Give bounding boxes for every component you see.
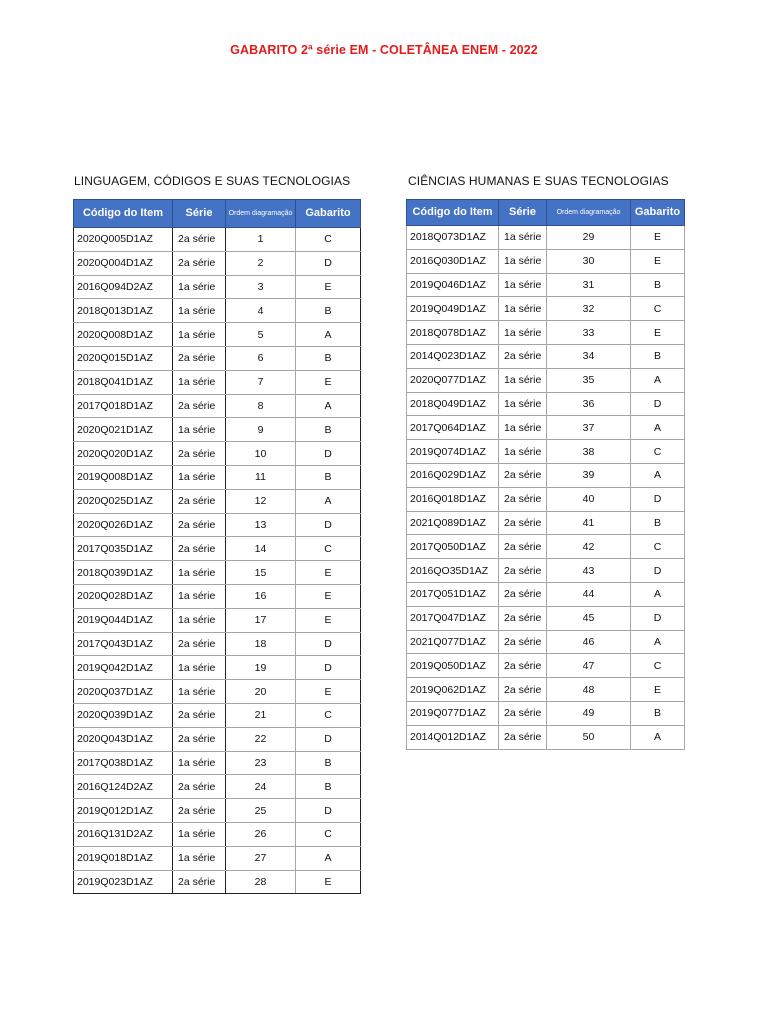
section-title-linguagem: LINGUAGEM, CÓDIGOS E SUAS TECNOLOGIAS xyxy=(74,174,351,188)
table-row xyxy=(407,344,685,368)
cell-serie: 2a série xyxy=(499,701,547,725)
cell-gabarito: C xyxy=(296,703,361,727)
cell-serie: 1a série xyxy=(173,680,226,704)
cell-ordem: 13 xyxy=(226,513,296,537)
cell-gabarito: B xyxy=(631,701,685,725)
cell-codigo: 2020Q020D1AZ xyxy=(74,442,173,466)
cell-ordem: 16 xyxy=(226,584,296,608)
cell-gabarito: C xyxy=(296,537,361,561)
cell-codigo: 2018Q039D1AZ xyxy=(74,561,173,585)
cell-serie: 2a série xyxy=(173,394,226,418)
cell-gabarito: E xyxy=(296,680,361,704)
table-row xyxy=(74,822,361,846)
cell-gabarito: E xyxy=(631,226,685,250)
cell-codigo: 2021Q089D1AZ xyxy=(407,511,499,535)
cell-codigo: 2020Q025D1AZ xyxy=(74,489,173,513)
cell-gabarito: D xyxy=(631,392,685,416)
table-row xyxy=(407,630,685,654)
cell-serie: 1a série xyxy=(173,608,226,632)
cell-gabarito: C xyxy=(296,228,361,252)
table-header-row xyxy=(74,200,361,228)
cell-ordem: 5 xyxy=(226,323,296,347)
cell-serie: 1a série xyxy=(499,297,547,321)
table-row xyxy=(74,418,361,442)
cell-gabarito: C xyxy=(631,654,685,678)
cell-codigo: 2020Q026D1AZ xyxy=(74,513,173,537)
cell-serie: 2a série xyxy=(173,442,226,466)
table-row xyxy=(407,678,685,702)
cell-codigo: 2019Q023D1AZ xyxy=(74,870,173,894)
cell-serie: 1a série xyxy=(499,440,547,464)
cell-gabarito: C xyxy=(296,822,361,846)
cell-ordem: 45 xyxy=(547,606,631,630)
answer-table-linguagem xyxy=(73,199,361,894)
cell-codigo: 2019Q062D1AZ xyxy=(407,678,499,702)
cell-codigo: 2019Q049D1AZ xyxy=(407,297,499,321)
table-row xyxy=(74,775,361,799)
cell-ordem: 42 xyxy=(547,535,631,559)
cell-serie: 1a série xyxy=(173,561,226,585)
cell-serie: 1a série xyxy=(173,323,226,347)
cell-serie: 1a série xyxy=(173,299,226,323)
cell-ordem: 17 xyxy=(226,608,296,632)
cell-serie: 2a série xyxy=(173,537,226,561)
cell-ordem: 49 xyxy=(547,701,631,725)
cell-gabarito: B xyxy=(296,465,361,489)
cell-codigo: 2019Q077D1AZ xyxy=(407,701,499,725)
table-header-row xyxy=(407,200,685,226)
cell-gabarito: E xyxy=(631,321,685,345)
cell-codigo: 2020Q015D1AZ xyxy=(74,346,173,370)
cell-ordem: 46 xyxy=(547,630,631,654)
cell-serie: 1a série xyxy=(499,368,547,392)
table-row xyxy=(407,725,685,749)
header-gabarito: Gabarito xyxy=(296,200,361,228)
cell-gabarito: E xyxy=(631,678,685,702)
cell-codigo: 2017Q051D1AZ xyxy=(407,582,499,606)
cell-ordem: 1 xyxy=(226,228,296,252)
cell-gabarito: E xyxy=(296,608,361,632)
cell-gabarito: D xyxy=(296,799,361,823)
table-row xyxy=(74,465,361,489)
cell-serie: 1a série xyxy=(499,416,547,440)
cell-codigo: 2020Q039D1AZ xyxy=(74,703,173,727)
cell-gabarito: A xyxy=(296,846,361,870)
table-row xyxy=(74,656,361,680)
cell-gabarito: A xyxy=(296,394,361,418)
cell-ordem: 47 xyxy=(547,654,631,678)
cell-ordem: 28 xyxy=(226,870,296,894)
cell-ordem: 38 xyxy=(547,440,631,464)
cell-ordem: 6 xyxy=(226,346,296,370)
cell-serie: 2a série xyxy=(173,513,226,537)
table-row xyxy=(74,299,361,323)
cell-gabarito: A xyxy=(631,630,685,654)
header-ordem: Ordem diagramação xyxy=(226,200,296,228)
cell-ordem: 4 xyxy=(226,299,296,323)
cell-codigo: 2017Q035D1AZ xyxy=(74,537,173,561)
cell-codigo: 2017Q050D1AZ xyxy=(407,535,499,559)
cell-gabarito: B xyxy=(296,775,361,799)
table-row xyxy=(74,799,361,823)
table-row xyxy=(407,463,685,487)
table-body xyxy=(74,228,361,894)
table-row xyxy=(407,582,685,606)
cell-serie: 2a série xyxy=(173,870,226,894)
table-row xyxy=(407,606,685,630)
table-row xyxy=(407,487,685,511)
cell-codigo: 2016QO35D1AZ xyxy=(407,559,499,583)
table-row xyxy=(74,584,361,608)
table-row xyxy=(74,394,361,418)
cell-gabarito: B xyxy=(631,344,685,368)
cell-gabarito: D xyxy=(296,513,361,537)
cell-ordem: 11 xyxy=(226,465,296,489)
cell-ordem: 22 xyxy=(226,727,296,751)
table-row xyxy=(74,346,361,370)
table-row xyxy=(74,632,361,656)
cell-ordem: 26 xyxy=(226,822,296,846)
cell-serie: 1a série xyxy=(499,392,547,416)
cell-serie: 2a série xyxy=(173,346,226,370)
table-row xyxy=(74,489,361,513)
cell-gabarito: C xyxy=(631,297,685,321)
cell-codigo: 2019Q044D1AZ xyxy=(74,608,173,632)
cell-serie: 1a série xyxy=(173,822,226,846)
cell-ordem: 20 xyxy=(226,680,296,704)
cell-codigo: 2016Q131D2AZ xyxy=(74,822,173,846)
table-row xyxy=(74,846,361,870)
cell-ordem: 41 xyxy=(547,511,631,535)
cell-serie: 1a série xyxy=(173,751,226,775)
header-ordem: Ordem diagramação xyxy=(547,200,631,226)
cell-codigo: 2016Q094D2AZ xyxy=(74,275,173,299)
cell-gabarito: B xyxy=(631,273,685,297)
table-row xyxy=(407,654,685,678)
table-row xyxy=(407,249,685,273)
cell-gabarito: E xyxy=(296,584,361,608)
cell-ordem: 23 xyxy=(226,751,296,775)
cell-codigo: 2018Q041D1AZ xyxy=(74,370,173,394)
header-serie: Série xyxy=(499,200,547,226)
table-row xyxy=(74,561,361,585)
cell-codigo: 2019Q074D1AZ xyxy=(407,440,499,464)
cell-gabarito: C xyxy=(631,440,685,464)
table-row xyxy=(407,559,685,583)
cell-ordem: 24 xyxy=(226,775,296,799)
table-row xyxy=(407,701,685,725)
cell-codigo: 2020Q004D1AZ xyxy=(74,251,173,275)
cell-serie: 2a série xyxy=(499,511,547,535)
cell-serie: 1a série xyxy=(173,584,226,608)
cell-gabarito: B xyxy=(296,418,361,442)
section-title-humanas: CIÊNCIAS HUMANAS E SUAS TECNOLOGIAS xyxy=(408,174,669,188)
cell-codigo: 2017Q043D1AZ xyxy=(74,632,173,656)
cell-ordem: 3 xyxy=(226,275,296,299)
cell-ordem: 31 xyxy=(547,273,631,297)
cell-serie: 1a série xyxy=(499,273,547,297)
cell-ordem: 19 xyxy=(226,656,296,680)
cell-serie: 2a série xyxy=(499,487,547,511)
cell-ordem: 27 xyxy=(226,846,296,870)
cell-serie: 1a série xyxy=(173,846,226,870)
cell-serie: 2a série xyxy=(173,775,226,799)
table-row xyxy=(74,228,361,252)
cell-codigo: 2020Q077D1AZ xyxy=(407,368,499,392)
cell-gabarito: B xyxy=(296,299,361,323)
table-row xyxy=(74,608,361,632)
cell-gabarito: D xyxy=(296,632,361,656)
cell-ordem: 40 xyxy=(547,487,631,511)
cell-ordem: 34 xyxy=(547,344,631,368)
cell-serie: 1a série xyxy=(173,275,226,299)
table-row xyxy=(74,370,361,394)
cell-serie: 2a série xyxy=(499,678,547,702)
table-row xyxy=(74,870,361,894)
cell-ordem: 8 xyxy=(226,394,296,418)
cell-codigo: 2016Q124D2AZ xyxy=(74,775,173,799)
cell-codigo: 2019Q042D1AZ xyxy=(74,656,173,680)
cell-serie: 2a série xyxy=(173,228,226,252)
cell-serie: 1a série xyxy=(173,370,226,394)
cell-ordem: 12 xyxy=(226,489,296,513)
cell-codigo: 2019Q046D1AZ xyxy=(407,273,499,297)
cell-gabarito: A xyxy=(631,416,685,440)
cell-ordem: 37 xyxy=(547,416,631,440)
cell-ordem: 35 xyxy=(547,368,631,392)
cell-serie: 2a série xyxy=(499,654,547,678)
cell-ordem: 50 xyxy=(547,725,631,749)
cell-serie: 1a série xyxy=(499,226,547,250)
cell-gabarito: A xyxy=(631,463,685,487)
cell-codigo: 2021Q077D1AZ xyxy=(407,630,499,654)
cell-serie: 2a série xyxy=(499,725,547,749)
cell-codigo: 2020Q043D1AZ xyxy=(74,727,173,751)
page-title: GABARITO 2ª série EM - COLETÂNEA ENEM - 2022 xyxy=(230,43,538,57)
cell-serie: 2a série xyxy=(499,630,547,654)
cell-gabarito: E xyxy=(631,249,685,273)
cell-gabarito: D xyxy=(296,442,361,466)
cell-serie: 1a série xyxy=(499,249,547,273)
cell-gabarito: D xyxy=(631,606,685,630)
cell-codigo: 2020Q008D1AZ xyxy=(74,323,173,347)
cell-serie: 2a série xyxy=(499,344,547,368)
cell-codigo: 2017Q047D1AZ xyxy=(407,606,499,630)
cell-gabarito: D xyxy=(296,656,361,680)
cell-serie: 2a série xyxy=(173,703,226,727)
cell-codigo: 2019Q008D1AZ xyxy=(74,465,173,489)
cell-ordem: 15 xyxy=(226,561,296,585)
cell-ordem: 32 xyxy=(547,297,631,321)
cell-ordem: 18 xyxy=(226,632,296,656)
table-row xyxy=(74,703,361,727)
cell-codigo: 2020Q021D1AZ xyxy=(74,418,173,442)
cell-serie: 2a série xyxy=(499,606,547,630)
cell-gabarito: D xyxy=(631,559,685,583)
cell-ordem: 21 xyxy=(226,703,296,727)
cell-serie: 2a série xyxy=(173,632,226,656)
cell-ordem: 44 xyxy=(547,582,631,606)
table-row xyxy=(407,511,685,535)
cell-ordem: 39 xyxy=(547,463,631,487)
cell-ordem: 9 xyxy=(226,418,296,442)
cell-ordem: 48 xyxy=(547,678,631,702)
table-row xyxy=(74,275,361,299)
cell-serie: 2a série xyxy=(173,251,226,275)
cell-ordem: 2 xyxy=(226,251,296,275)
cell-codigo: 2019Q050D1AZ xyxy=(407,654,499,678)
cell-codigo: 2014Q012D1AZ xyxy=(407,725,499,749)
table-row xyxy=(74,680,361,704)
cell-ordem: 30 xyxy=(547,249,631,273)
cell-serie: 2a série xyxy=(173,799,226,823)
table-row xyxy=(407,297,685,321)
cell-ordem: 36 xyxy=(547,392,631,416)
table-row xyxy=(74,727,361,751)
table-row xyxy=(407,273,685,297)
cell-codigo: 2014Q023D1AZ xyxy=(407,344,499,368)
table-body xyxy=(407,226,685,750)
header-gabarito: Gabarito xyxy=(631,200,685,226)
cell-serie: 2a série xyxy=(173,727,226,751)
cell-codigo: 2017Q038D1AZ xyxy=(74,751,173,775)
cell-codigo: 2019Q018D1AZ xyxy=(74,846,173,870)
cell-serie: 1a série xyxy=(173,418,226,442)
cell-gabarito: B xyxy=(296,346,361,370)
table-row xyxy=(407,392,685,416)
header-serie: Série xyxy=(173,200,226,228)
cell-codigo: 2020Q005D1AZ xyxy=(74,228,173,252)
cell-codigo: 2020Q028D1AZ xyxy=(74,584,173,608)
cell-gabarito: A xyxy=(631,725,685,749)
cell-gabarito: A xyxy=(631,368,685,392)
table-row xyxy=(407,368,685,392)
cell-serie: 2a série xyxy=(499,582,547,606)
table-row xyxy=(407,535,685,559)
cell-serie: 1a série xyxy=(173,656,226,680)
table-row xyxy=(74,513,361,537)
cell-gabarito: E xyxy=(296,870,361,894)
table-row xyxy=(74,442,361,466)
cell-gabarito: B xyxy=(296,751,361,775)
cell-codigo: 2016Q030D1AZ xyxy=(407,249,499,273)
cell-codigo: 2019Q012D1AZ xyxy=(74,799,173,823)
cell-codigo: 2016Q018D1AZ xyxy=(407,487,499,511)
cell-gabarito: E xyxy=(296,275,361,299)
cell-serie: 1a série xyxy=(173,465,226,489)
table-row xyxy=(74,323,361,347)
cell-gabarito: A xyxy=(296,489,361,513)
cell-serie: 2a série xyxy=(173,489,226,513)
cell-gabarito: E xyxy=(296,561,361,585)
cell-ordem: 25 xyxy=(226,799,296,823)
table-row xyxy=(407,321,685,345)
cell-serie: 2a série xyxy=(499,535,547,559)
cell-serie: 2a série xyxy=(499,463,547,487)
cell-codigo: 2018Q049D1AZ xyxy=(407,392,499,416)
cell-gabarito: E xyxy=(296,370,361,394)
table-row xyxy=(407,440,685,464)
table-row xyxy=(74,251,361,275)
answer-table-humanas xyxy=(406,199,685,750)
cell-serie: 2a série xyxy=(499,559,547,583)
cell-ordem: 10 xyxy=(226,442,296,466)
cell-gabarito: D xyxy=(296,727,361,751)
cell-gabarito: D xyxy=(631,487,685,511)
cell-ordem: 33 xyxy=(547,321,631,345)
header-codigo: Código do Item xyxy=(74,200,173,228)
cell-gabarito: D xyxy=(296,251,361,275)
cell-codigo: 2020Q037D1AZ xyxy=(74,680,173,704)
table-row xyxy=(74,537,361,561)
cell-ordem: 14 xyxy=(226,537,296,561)
cell-codigo: 2017Q018D1AZ xyxy=(74,394,173,418)
cell-codigo: 2018Q073D1AZ xyxy=(407,226,499,250)
table-row xyxy=(407,416,685,440)
cell-gabarito: A xyxy=(296,323,361,347)
cell-codigo: 2017Q064D1AZ xyxy=(407,416,499,440)
cell-gabarito: A xyxy=(631,582,685,606)
cell-ordem: 7 xyxy=(226,370,296,394)
table-row xyxy=(74,751,361,775)
cell-codigo: 2018Q013D1AZ xyxy=(74,299,173,323)
header-codigo: Código do Item xyxy=(407,200,499,226)
cell-gabarito: B xyxy=(631,511,685,535)
cell-serie: 1a série xyxy=(499,321,547,345)
cell-ordem: 29 xyxy=(547,226,631,250)
cell-codigo: 2016Q029D1AZ xyxy=(407,463,499,487)
table-row xyxy=(407,226,685,250)
cell-ordem: 43 xyxy=(547,559,631,583)
cell-gabarito: C xyxy=(631,535,685,559)
cell-codigo: 2018Q078D1AZ xyxy=(407,321,499,345)
